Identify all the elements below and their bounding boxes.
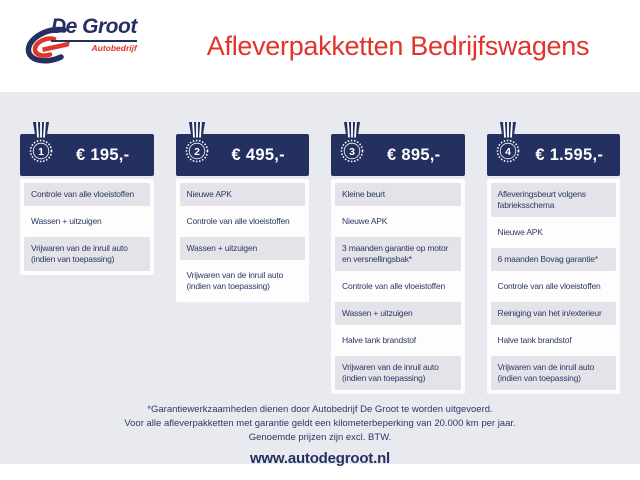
package-item: Controle van alle vloeistoffen: [180, 210, 306, 233]
package-header: [487, 134, 621, 176]
content-area: [0, 92, 640, 467]
package-column: [331, 134, 465, 394]
footer-note: Genoemde prijzen zijn excl. BTW.: [248, 431, 392, 443]
medal-icon: [26, 122, 56, 168]
package-item: 3 maanden garantie op motor en versnellingsbak*: [335, 237, 461, 271]
package-item: Halve tank brandstof: [335, 329, 461, 352]
medal-icon: [493, 122, 523, 168]
package-item: Halve tank brandstof: [491, 329, 617, 352]
package-item: Wassen + uitzuigen: [24, 210, 150, 233]
package-item: Afleveringsbeurt volgens fabrieksschema: [491, 183, 617, 217]
package-body: [331, 179, 465, 394]
package-item: Controle van alle vloeistoffen: [24, 183, 150, 206]
medal-number: 2: [193, 146, 200, 158]
package-body: [176, 179, 310, 302]
package-item: Vrijwaren van de inruil auto (indien van toepassing): [180, 264, 306, 298]
package-item: Wassen + uitzuigen: [335, 302, 461, 325]
package-item: Controle van alle vloeistoffen: [335, 275, 461, 298]
package-item: Wassen + uitzuigen: [180, 237, 306, 260]
package-item: Vrijwaren van de inruil auto (indien van toepassing): [491, 356, 617, 390]
footer: [20, 403, 620, 466]
footer-note: Voor alle afleverpakketten met garantie geldt een kilometerbeperking van 20.000 km per jaar.: [124, 418, 516, 430]
package-price: € 1.595,-: [535, 145, 604, 164]
package-header: [331, 134, 465, 176]
medal-icon: [182, 122, 212, 168]
package-header: [176, 134, 310, 176]
logo-name: De Groot: [51, 15, 137, 42]
package-price: € 195,-: [76, 145, 130, 164]
package-item: Nieuwe APK: [335, 210, 461, 233]
package-price: € 495,-: [231, 145, 285, 164]
header-bar: [0, 0, 640, 92]
package-item: Vrijwaren van de inruil auto (indien van toepassing): [335, 356, 461, 390]
package-column: [487, 134, 621, 394]
medal-icon: [337, 122, 367, 168]
package-body: [20, 179, 154, 275]
website-url: www.autodegroot.nl: [250, 449, 390, 467]
medal-number: 1: [38, 146, 44, 158]
package-item: 6 maanden Bovag garantie*: [491, 248, 617, 271]
logo-text: [51, 15, 137, 53]
logo-subtitle: Autobedrijf: [91, 43, 137, 53]
package-body: [487, 179, 621, 394]
package-item: Controle van alle vloeistoffen: [491, 275, 617, 298]
footer-note: *Garantiewerkzaamheden dienen door Autobedrijf De Groot te worden uitgevoerd.: [147, 404, 493, 416]
degroot-logo: [14, 7, 176, 85]
package-item: Reiniging van het in/exterieur: [491, 302, 617, 325]
package-item: Nieuwe APK: [491, 221, 617, 244]
package-columns: [20, 134, 620, 394]
package-item: Nieuwe APK: [180, 183, 306, 206]
page-title: Afleverpakketten Bedrijfswagens: [206, 30, 590, 61]
package-header: [20, 134, 154, 176]
package-price: € 895,-: [387, 145, 441, 164]
package-item: Vrijwaren van de inruil auto (indien van toepassing): [24, 237, 150, 271]
medal-number: 4: [504, 146, 511, 158]
package-column: [176, 134, 310, 302]
package-column: [20, 134, 154, 275]
package-item: Kleine beurt: [335, 183, 461, 206]
medal-number: 3: [349, 146, 355, 158]
